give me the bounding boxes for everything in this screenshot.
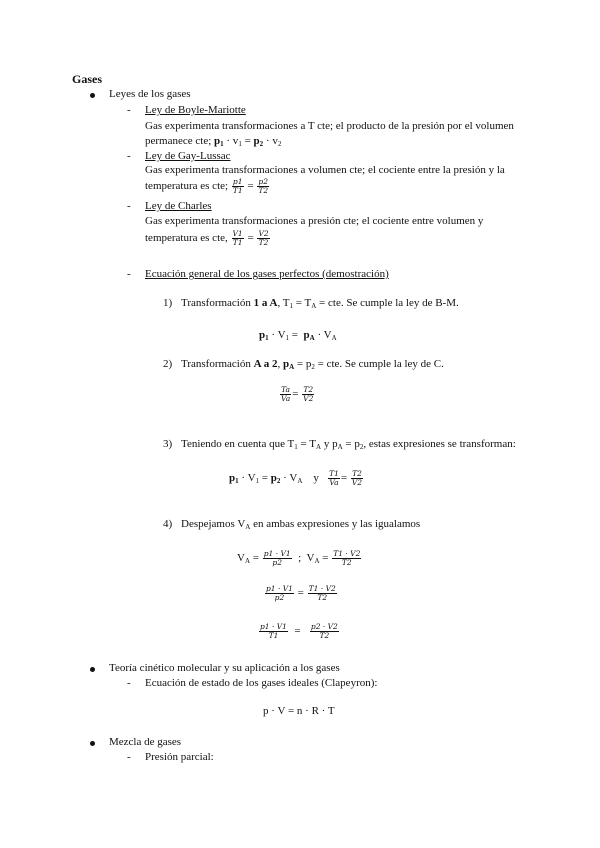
boyle-title: Ley de Boyle-Mariotte [145,104,246,116]
step4-eq-d: $\frac{p1 \cdot V1}{T1}$ = $\frac{p2 \cdot V2}{T2}$ [260,622,338,640]
step4-text: Despejamos $V_A$ en ambas expresiones y las igualamos [181,518,421,531]
step4-frac-a: $\frac{p1 \cdot V1}{p2}$ [263,549,291,567]
charles-line2-text: temperatura es cte, [145,232,228,245]
step3-text: Teniendo en cuenta que $T_1 = T_A$ y $p_A = p_2$, estas expresiones se transforman: [181,438,516,451]
boyle-line2-text: permanece cte; [145,135,215,147]
step4-frac-c2: $\frac{T1 \cdot V2}{T2}$ [308,584,336,602]
step3-number: 3) [163,438,173,450]
step2-frac2: $\frac{T2}{V2}$ [303,385,314,403]
step4-separator: ; [298,552,302,565]
step1-text: Transformación 1 a A, $T_1 = T_A$ = cte. Se cumple la ley de B-M. [181,297,459,310]
step4-frac-d1: $\frac{p1 \cdot V1}{T1}$ [260,622,287,640]
step3-y: y [313,472,319,485]
step3-frac2: $\frac{T2}{V2}$ [351,469,363,487]
dash-icon: - [127,200,131,212]
gaylussac-line2-text: temperatura es cte; [145,180,229,193]
section-teoria-label: Teoría cinético molecular y su aplicación a los gases [109,662,340,674]
dash-icon: - [127,104,131,116]
step4-frac-b: $\frac{T1 \cdot V2}{T2}$ [333,549,361,567]
gaylussac-line2: temperatura es cte; $\frac{p1}{T1}$ = $\frac{p2}{T2}$ [145,177,269,195]
clapeyron-title: Ecuación de estado de los gases ideales (Clapeyron): [145,677,378,689]
charles-title: Ley de Charles [145,200,212,212]
dash-icon: - [127,677,131,689]
bullet-icon [90,741,95,746]
step1-equation: $p_1 \cdot V_1 = p_A \cdot V_A$ [259,329,337,342]
boyle-line1: Gas experimenta transformaciones a T cte; el producto de la presión por el volumen [145,120,514,132]
boyle-line2: permanece cte; $p_1 \cdot v_1 = p_2 \cdot v_2$ [145,135,282,148]
charles-line2: temperatura es cte, $\frac{V1}{T1}$ = $\frac{V2}{T2}$ [145,229,269,247]
clapeyron-equation: p · V = n · R · T [263,705,335,717]
dash-icon: - [127,150,131,162]
gaylussac-title: Ley de Gay-Lussac [145,150,231,162]
section-leyes-label: Leyes de los gases [109,88,191,100]
page-title: Gases [72,72,102,86]
step3-equation: $p_1 \cdot V_1 = p_2 \cdot V_A$ y $\frac{T1}{Va}$ = $\frac{T2}{V2}$ [229,469,363,487]
charles-frac1: $\frac{V1}{T1}$ [232,229,243,247]
step3-frac1: $\frac{T1}{Va}$ [329,469,339,487]
gaylussac-frac2: $\frac{p2}{T2}$ [258,177,269,195]
step1-number: 1) [163,297,173,309]
bullet-icon [90,93,95,98]
bullet-icon [90,667,95,672]
step2-text: Transformación A a 2, $p_A = p_2$ = cte. Se cumple la ley de C. [181,358,444,371]
dash-icon: - [127,751,131,763]
presion-parcial-title: Presión parcial: [145,751,214,763]
general-title: Ecuación general de los gases perfectos (demostración) [145,268,389,280]
charles-frac2: $\frac{V2}{T2}$ [258,229,269,247]
charles-line1: Gas experimenta transformaciones a presión cte; el cociente entre volumen y [145,215,484,227]
step4-eq-c: $\frac{p1 \cdot V1}{p2}$ = $\frac{T1 \cdot V2}{T2}$ [266,584,336,602]
step4-frac-d2: $\frac{p2 \cdot V2}{T2}$ [310,622,338,640]
section-mezcla-label: Mezcla de gases [109,736,182,748]
step2-number: 2) [163,358,173,370]
dash-icon: - [127,268,131,280]
step4-eq-a: $V_A$ = $\frac{p1 \cdot V1}{p2}$ ; $V_A$ = $\frac{T1 \cdot V2}{T2}$ [237,549,361,567]
step2-frac1: $\frac{Ta}{Va}$ [281,385,291,403]
step4-number: 4) [163,518,173,530]
step2-equation: $\frac{Ta}{Va}$ = $\frac{T2}{V2}$ [281,385,314,403]
step4-frac-c1: $\frac{p1 \cdot V1}{p2}$ [266,584,293,602]
gaylussac-line1: Gas experimenta transformaciones a volumen cte; el cociente entre la presión y la [145,164,505,176]
gaylussac-frac1: $\frac{p1}{T1}$ [232,177,243,195]
